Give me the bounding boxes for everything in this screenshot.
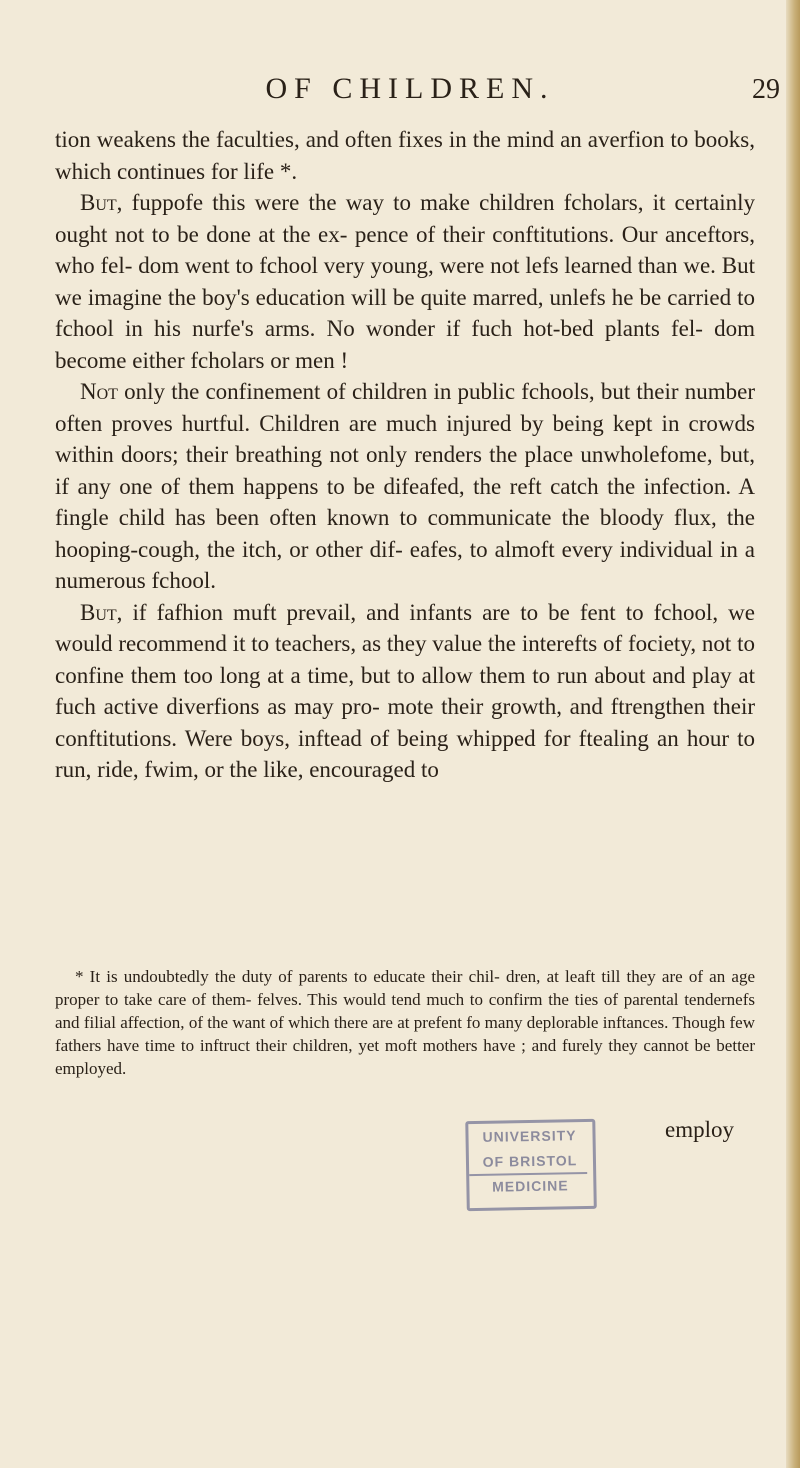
stamp-line-3: MEDICINE [492, 1177, 569, 1195]
page-edge [786, 0, 800, 1468]
paragraph-3-text: only the confinement of children in public fchools, but their number often proves hurtful. Children are much injured by being kept in crowds within doors; their breathing not only renders the place unwholefome, but, if any one of them happens to be difeafed, the reft catch the infection. A fingle child has been often known to communicate the bloody flux, the hooping-cough, the itch, or other dif- eafes, to almoft every individual in a numerous fchool. [55, 379, 755, 593]
paragraph-2-lead: But, [80, 190, 123, 215]
paragraph-2-text: fuppofe this were the way to make children fcholars, it certainly ought not to be done at the ex- pence of their conftitutions. Our anceftors, who fel- dom went to fchool very young, were not lefs learned than we. But we imagine the boy's education will be quite marred, unlefs he be carried to fchool in his nurfe's arms. No wonder if fuch hot-bed plants fel- dom become either fcholars or men ! [55, 190, 755, 373]
paragraph-4-lead: But, [80, 599, 123, 625]
page-header [40, 72, 780, 112]
catchword: employ [665, 1117, 734, 1142]
paragraph-4-text: if fafhion muft prevail, and infants are to be fent to fchool, we would recommend it to teachers, as they value the interefts of fociety, not to confine them too long at a time, but to allow them to run about and play at fuch active diverfions as may pro- mote their growth, and ftrengthen their conftitutions. Were boys, inftead of being whipped for ftealing an hour to run, ride, fwim, or the like, encouraged to [55, 599, 755, 782]
library-stamp [465, 1119, 596, 1207]
body-text [55, 124, 755, 786]
stamp-line-2: OF BRISTOL [482, 1152, 578, 1170]
page-number: 29 [752, 74, 780, 105]
paragraph-2 [55, 187, 755, 376]
paragraph-4 [55, 597, 755, 786]
running-head: OF CHILDREN. [265, 72, 555, 105]
paragraph-3-lead: Not [80, 379, 118, 404]
paragraph-3 [55, 376, 755, 597]
stamp-line-1: UNIVERSITY [482, 1127, 577, 1145]
paragraph-1-text: tion weakens the faculties, and often fixes in the mind an averfion to books, which continues for life *. [55, 127, 755, 184]
footnote: * It is undoubtedly the duty of parents to educate their chil- dren, at leaft till they are of an age proper to take care of them- felves. This would tend much to confirm the ties of parental tendernefs and filial affection, of the want of which there are at prefent fo many deplorable inftances. Though few fathers have time to inftruct their children, yet moft mothers have ; and furely they cannot be better employed. [55, 967, 755, 1078]
paragraph-1 [55, 124, 755, 187]
